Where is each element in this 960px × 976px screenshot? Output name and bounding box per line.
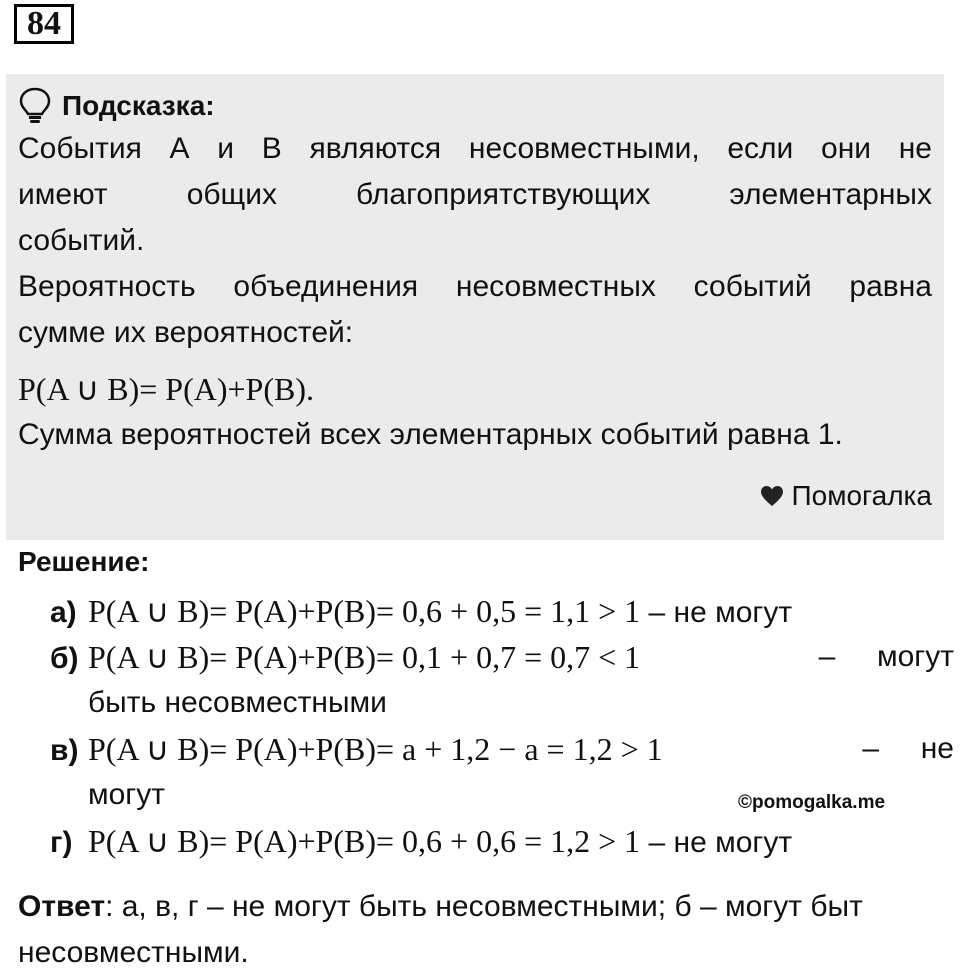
solution-item-b [50, 634, 954, 682]
solution-title: Решение: [18, 546, 150, 577]
item-label: в) [50, 734, 79, 767]
item-continuation: могут [88, 778, 165, 811]
hint-text-line: Вероятность объединения несовместных событий равна [18, 270, 932, 303]
hint-box [6, 74, 944, 540]
hint-formula: P(A ∪ B)= P(A)+P(B). [18, 371, 314, 407]
item-conclusion: – могут [818, 640, 954, 673]
hint-text-line: сумме их вероятностей: [18, 316, 354, 349]
item-label: а) [50, 596, 77, 629]
watermark: ©pomogalka.me [738, 792, 886, 813]
answer-text-cont: несовместными. [18, 936, 249, 969]
item-label: б) [50, 642, 79, 675]
item-conclusion: – не [862, 732, 954, 765]
solution-item-v [50, 726, 954, 774]
item-continuation: быть несовместными [88, 686, 387, 719]
hint-text-line: Сумма вероятностей всех элементарных событий равна 1. [18, 418, 843, 451]
hint-text-line: событий. [18, 224, 145, 257]
item-expression: P(A ∪ B)= P(A)+P(B)= 0,1 + 0,7 = 0,7 < 1 [88, 639, 641, 675]
answer-text: : а, в, г – не могут быть несовместными; б – могут быт [105, 890, 863, 923]
item-conclusion: – не могут [640, 596, 793, 629]
item-label: г) [50, 826, 73, 859]
heart-icon [760, 485, 784, 507]
hint-text-line: События А и В являются несовместными, если они не [18, 132, 932, 165]
lightbulb-icon [18, 87, 52, 125]
item-expression: P(A ∪ B)= P(A)+P(B)= 0,6 + 0,6 = 1,2 > 1 [88, 823, 641, 859]
item-expression: P(A ∪ B)= P(A)+P(B)= a + 1,2 − a = 1,2 > 1 [88, 731, 663, 767]
hint-title: Подсказка: [62, 90, 215, 121]
item-conclusion: – не могут [640, 826, 793, 859]
brand-name: Помогалка [791, 480, 932, 511]
hint-text-line: имеют общих благоприятствующих элементарных [18, 178, 932, 211]
hint-header [18, 86, 932, 126]
solution-item-a [50, 588, 954, 636]
answer-label: Ответ [18, 890, 106, 923]
answer [18, 884, 958, 976]
brand-signature [18, 480, 932, 512]
item-expression: P(A ∪ B)= P(A)+P(B)= 0,6 + 0,5 = 1,1 > 1 [88, 593, 641, 629]
task-number: 84 [14, 4, 74, 44]
solution-item-g [50, 818, 954, 866]
